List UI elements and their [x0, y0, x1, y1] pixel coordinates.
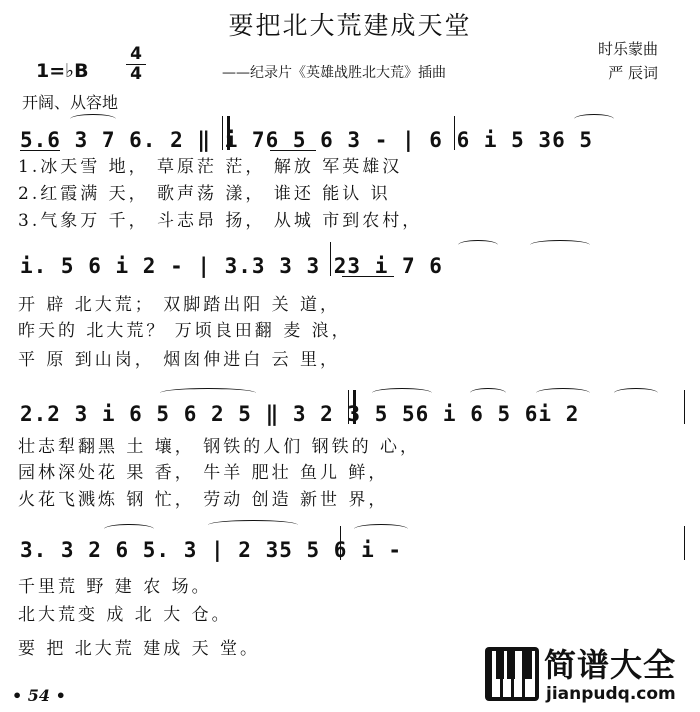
- notation-line: 5.6 3 7 6. 2 ‖ i 76 5 6 3 - | 6 6 i 5 36 5: [20, 128, 594, 152]
- lyricist-credit: 严 辰词: [608, 64, 658, 82]
- lyric-line: 开 辟 北大荒； 双脚踏出阳 关 道，: [18, 295, 341, 315]
- lyric-line: 园林深处花 果 香， 牛羊 肥壮 鱼儿 鲜，: [18, 463, 389, 483]
- slur: [372, 388, 432, 398]
- slur: [160, 388, 256, 398]
- tempo-marking: 开阔、从容地: [22, 93, 119, 112]
- watermark-text: 简谱大全: [544, 646, 677, 684]
- time-signature: [126, 46, 146, 83]
- key-signature: 1=♭B: [36, 60, 89, 82]
- lyric-line: 2.红霞满 天， 歌声荡 漾， 谁还 能认 识: [18, 184, 391, 204]
- lyric-line: 昨天的 北大荒？ 万顷良田翻 麦 浪，: [18, 321, 352, 341]
- lyric-line: 千里荒 野 建 农 场。: [18, 577, 212, 597]
- notation-line: 2.2 3 i 6 5 6 2 5 ‖ 3 2 3 5 56 i 6 5 6i 2: [20, 402, 580, 426]
- composer-credit: 时乐蒙曲: [597, 40, 658, 58]
- watermark-logo: [480, 640, 696, 708]
- lyric-line: 平 原 到山岗， 烟囱伸进白 云 里，: [18, 350, 341, 370]
- slur: [458, 240, 498, 250]
- slur: [470, 388, 506, 398]
- music-system-2: [0, 238, 700, 278]
- slur: [574, 114, 614, 124]
- barline: [348, 390, 356, 424]
- music-system-3: [0, 386, 700, 426]
- slur: [530, 240, 590, 250]
- slur: [70, 114, 116, 124]
- lyric-line: 1.冰天雪 地， 草原茫 茫， 解放 军英雄汉: [18, 157, 403, 177]
- slur: [354, 524, 408, 534]
- beam-line: [270, 150, 316, 151]
- barline: [684, 390, 685, 424]
- song-title: 要把北大荒建成天堂: [228, 11, 472, 40]
- lyric-line: 火花飞溅炼 钢 忙， 劳动 创造 新世 界，: [18, 490, 389, 510]
- beam-line: [20, 150, 60, 151]
- barline: [330, 242, 331, 276]
- watermark-url: jianpudq.com: [546, 684, 676, 704]
- notation-line: i. 5 6 i 2 - | 3.3 3 3 23 i 7 6: [20, 254, 443, 278]
- music-system-1: [0, 112, 700, 152]
- barline: [340, 526, 341, 560]
- lyric-line: 北大荒变 成 北 大 仓。: [18, 605, 232, 625]
- slur: [104, 524, 154, 534]
- time-signature-bottom: 4: [130, 64, 142, 84]
- barline: [222, 116, 230, 150]
- slur: [208, 520, 298, 530]
- beam-line: [342, 276, 394, 277]
- lyric-line: 壮志犁翻黑 土 壤， 钢铁的人们 钢铁的 心，: [18, 437, 421, 457]
- song-subtitle: ——纪录片《英雄战胜北大荒》插曲: [222, 65, 446, 81]
- piano-icon: [484, 646, 540, 702]
- barline: [684, 526, 685, 560]
- music-system-4: [0, 522, 700, 562]
- page-number: • 54 •: [12, 686, 66, 705]
- lyric-line: 3.气象万 千， 斗志昂 扬， 从城 市到农村，: [18, 211, 423, 231]
- slur: [536, 388, 590, 398]
- lyric-line: 要 把 北大荒 建成 天 堂。: [18, 639, 261, 659]
- slur: [614, 388, 658, 398]
- time-signature-top: 4: [130, 44, 142, 64]
- notation-line: 3. 3 2 6 5. 3 | 2 35 5 6 i -: [20, 538, 403, 562]
- barline: [454, 116, 455, 150]
